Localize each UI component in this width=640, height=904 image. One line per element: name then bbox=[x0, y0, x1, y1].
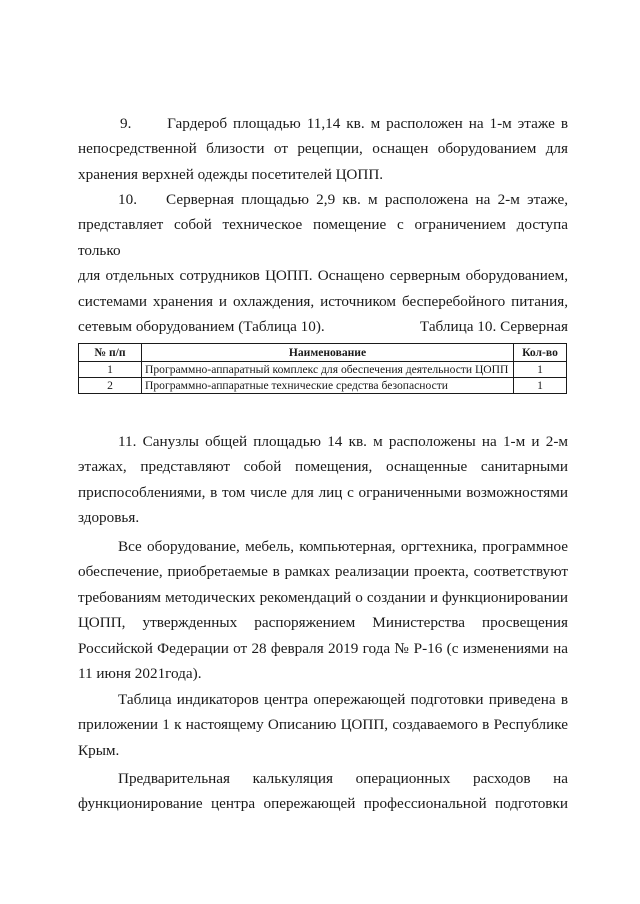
table-caption: Таблица 10. Серверная bbox=[419, 318, 568, 335]
paragraph-11 bbox=[78, 429, 568, 531]
cell-number: 2 bbox=[79, 378, 142, 394]
paragraph-line: Таблица индикаторов центра опережающей подготовки приведена в bbox=[118, 691, 568, 708]
paragraph-line: 11 июня 2021года). bbox=[78, 665, 202, 683]
server-room-table bbox=[78, 343, 567, 394]
paragraph-10 bbox=[78, 187, 568, 339]
paragraph-line: Все оборудование, мебель, компьютерная, оргтехника, программное bbox=[118, 538, 568, 555]
table-header-row bbox=[79, 344, 567, 362]
paragraph-line: этажах, представляют собой помещения, оснащенные санитарными bbox=[78, 458, 568, 476]
cell-quantity: 1 bbox=[514, 378, 567, 394]
paragraph-line: представляет собой техническое помещение с ограничением доступа только bbox=[78, 216, 568, 259]
paragraph-line: 9. Гардероб площадью 11,14 кв. м расположен на 1-м этаже в bbox=[120, 115, 568, 132]
paragraph-line: приложении 1 к настоящему Описанию ЦОПП, создаваемого в Республике bbox=[78, 716, 568, 734]
paragraph-line: функционирование центра опережающей профессиональной подготовки bbox=[78, 795, 568, 813]
paragraph-14 bbox=[78, 766, 568, 817]
paragraph-line: для отдельных сотрудников ЦОПП. Оснащено серверным оборудованием, bbox=[78, 267, 568, 285]
paragraph-line: здоровья. bbox=[78, 509, 140, 527]
cell-number: 1 bbox=[79, 362, 142, 378]
paragraph-13 bbox=[78, 687, 568, 763]
paragraph-line: Российской Федерации от 28 февраля 2019 года № Р-16 (с изменениями на bbox=[78, 639, 568, 657]
paragraph-12 bbox=[78, 534, 568, 686]
column-header-quantity: Кол-во bbox=[514, 344, 567, 362]
cell-quantity: 1 bbox=[514, 362, 567, 378]
paragraph-line: требованиям методических рекомендаций о создании и функционировании bbox=[78, 588, 568, 606]
table-row bbox=[79, 362, 567, 378]
paragraph-line: системами хранения и охлаждения, источником бесперебойного питания, bbox=[78, 292, 568, 310]
paragraph-line: Крым. bbox=[78, 741, 120, 759]
column-header-number: № п/п bbox=[79, 344, 142, 362]
paragraph-line: обеспечение, приобретаемые в рамках реализации проекта, соответствуют bbox=[78, 563, 568, 581]
paragraph-line: 11. Санузлы общей площадью 14 кв. м расположены на 1-м и 2-м bbox=[118, 433, 568, 450]
paragraph-line: Предварительная калькуляция операционных расходов на bbox=[118, 770, 568, 787]
column-header-name: Наименование bbox=[142, 344, 514, 362]
paragraph-line: хранения верхней одежды посетителей ЦОПП. bbox=[78, 165, 384, 183]
cell-name: Программно-аппаратный комплекс для обеспечения деятельности ЦОПП bbox=[142, 362, 514, 378]
paragraph-line: непосредственной близости от рецепции, оснащен оборудованием для bbox=[78, 140, 568, 158]
cell-name: Программно-аппаратные технические средства безопасности bbox=[142, 378, 514, 394]
paragraph-line: приспособлениями, в том числе для лиц с ограниченными возможностями bbox=[78, 483, 568, 501]
paragraph-line: 10. Серверная площадью 2,9 кв. м расположена на 2-м этаже, bbox=[118, 191, 568, 208]
table-row bbox=[79, 378, 567, 394]
paragraph-line: ЦОПП, утвержденных распоряжением Министерства просвещения bbox=[78, 614, 568, 632]
paragraph-line: сетевым оборудованием (Таблица 10). bbox=[78, 318, 325, 336]
paragraph-9 bbox=[78, 111, 568, 187]
